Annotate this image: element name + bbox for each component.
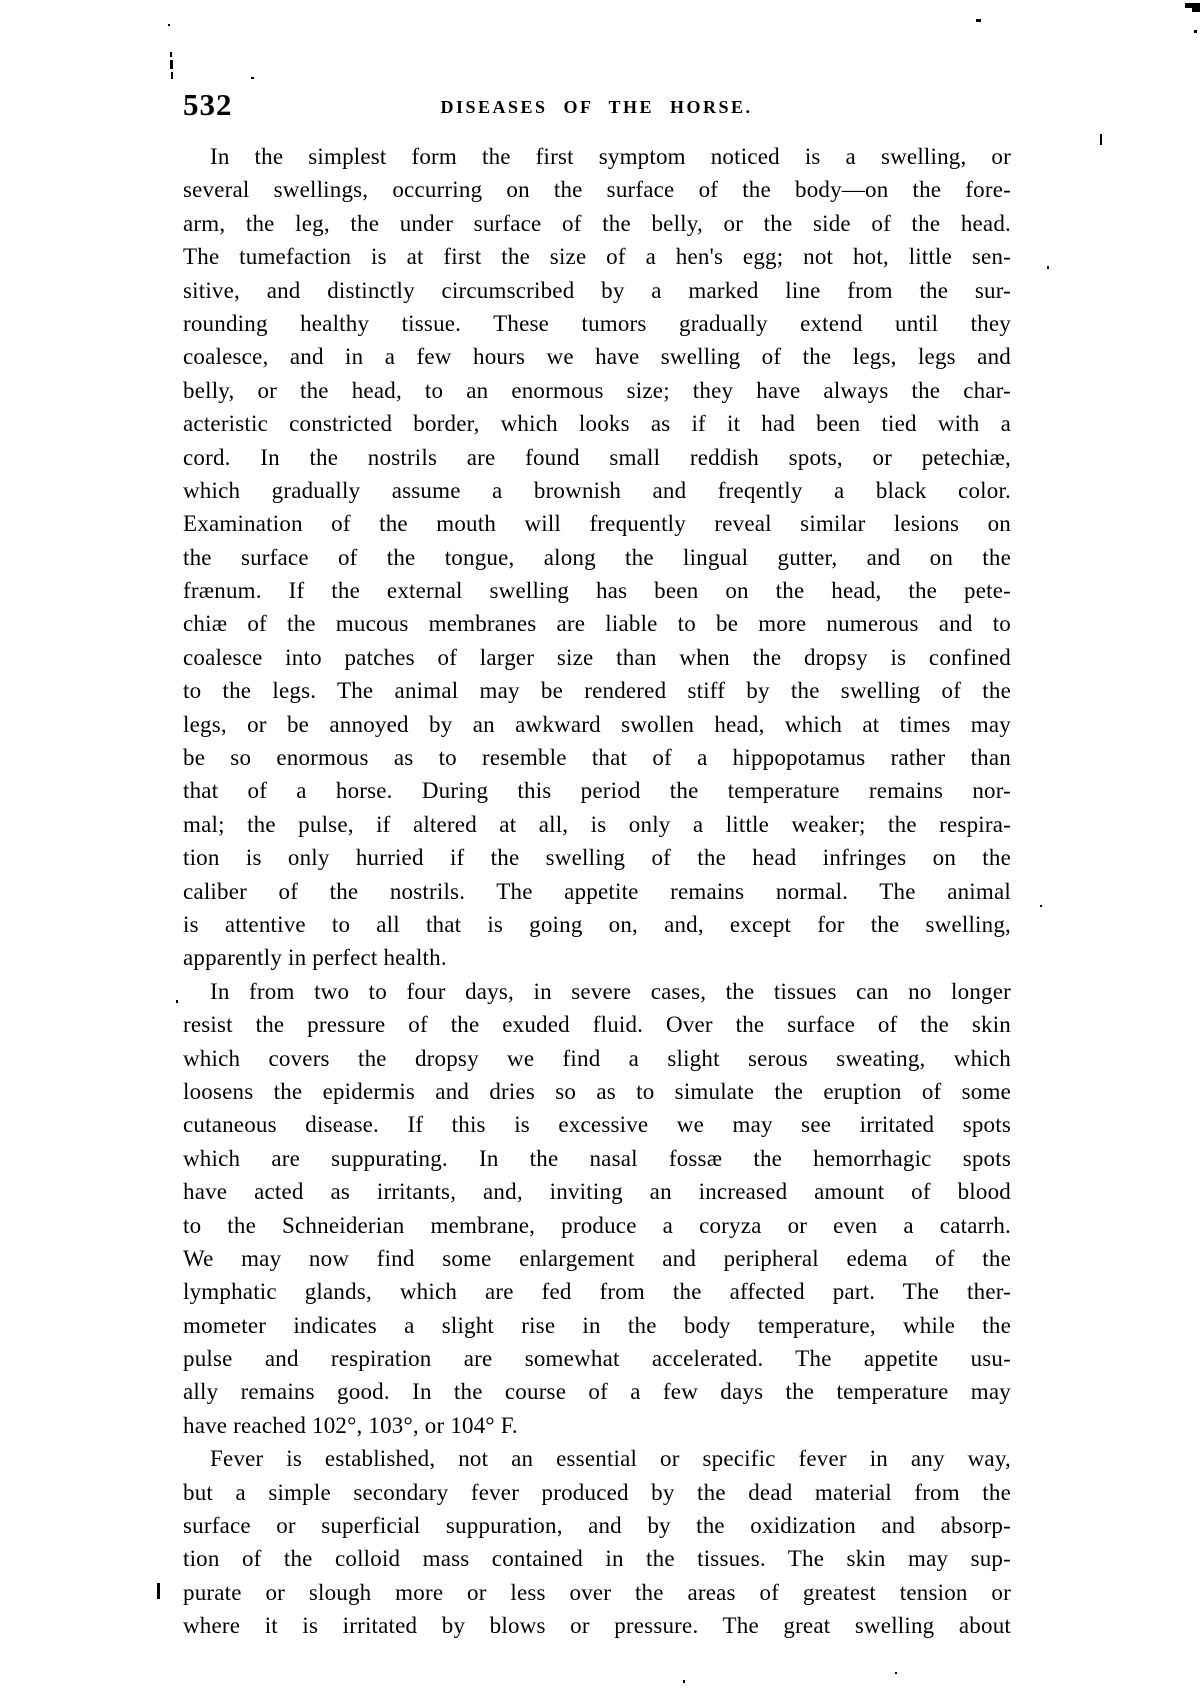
scan-artifact [1047, 266, 1049, 269]
text-line: caliber of the nostrils. The appetite remains normal. The animal [183, 878, 1011, 904]
scan-artifact [1194, 30, 1197, 33]
scan-artifact [171, 72, 173, 79]
text-line: which gradually assume a brownish and freqently a black color. [183, 477, 1011, 503]
scan-artifact [168, 24, 170, 26]
scan-artifact [251, 77, 254, 79]
text-line: the surface of the tongue, along the lingual gutter, and on the [183, 544, 1011, 570]
scan-artifact [1040, 905, 1042, 907]
text-line: tion is only hurried if the swelling of the head infringes on the [183, 845, 1011, 871]
text-line: resist the pressure of the exuded fluid. Over the surface of the skin [183, 1012, 1011, 1038]
text-line: to the legs. The animal may be rendered stiff by the swelling of the [183, 678, 1011, 704]
text-line: that of a horse. During this period the temperature remains nor- [183, 778, 1011, 804]
text-line: In the simplest form the first symptom noticed is a swelling, or [210, 144, 1011, 169]
text-line: Fever is established, not an essential or specific fever in any way, [210, 1446, 1011, 1472]
text-line: purate or slough more or less over the areas of greatest tension or [183, 1579, 1011, 1605]
text-line: be so enormous as to resemble that of a hippopotamus rather than [183, 745, 1011, 771]
text-line: but a simple secondary fever produced by the dead material from the [183, 1479, 1011, 1505]
text-line: ally remains good. In the course of a few days the temperature may [183, 1379, 1011, 1405]
text-line: several swellings, occurring on the surface of the body—on the fore- [183, 177, 1011, 203]
text-line: arm, the leg, the under surface of the belly, or the side of the head. [183, 210, 1011, 236]
text-line: to the Schneiderian membrane, produce a coryza or even a catarrh. [183, 1212, 1011, 1238]
scan-artifact [1100, 134, 1102, 145]
scan-artifact [157, 1583, 160, 1599]
text-block [183, 140, 1011, 1643]
text-line: mal; the pulse, if altered at all, is only a little weaker; the respira- [183, 811, 1011, 837]
scan-artifact [976, 19, 981, 22]
scan-artifact [895, 1672, 897, 1674]
text-line: frænum. If the external swelling has been on the head, the pete- [183, 578, 1011, 604]
text-line: have reached 102°, 103°, or 104° F. [183, 1412, 518, 1438]
scan-artifact [1192, 8, 1200, 12]
text-line: belly, or the head, to an enormous size; they have always the char- [183, 377, 1011, 403]
paragraph [183, 975, 1011, 1442]
paragraph [183, 1442, 1011, 1642]
text-line: have acted as irritants, and, inviting an increased amount of blood [183, 1179, 1011, 1205]
text-line: mometer indicates a slight rise in the body temperature, while the [183, 1312, 1011, 1338]
text-line: surface or superficial suppuration, and by the oxidization and absorp- [183, 1513, 1011, 1539]
text-line: which covers the dropsy we find a slight serous sweating, which [183, 1045, 1011, 1071]
running-title: DISEASES OF THE HORSE. [440, 97, 753, 117]
paragraph [183, 140, 1011, 975]
scan-artifact [170, 60, 173, 69]
text-line: cutaneous disease. If this is excessive we may see irritated spots [183, 1112, 1011, 1138]
text-line: cord. In the nostrils are found small reddish spots, or petechiæ, [183, 444, 1011, 470]
text-line: coalesce into patches of larger size than when the dropsy is confined [183, 644, 1011, 670]
page-number: 532 [183, 87, 233, 122]
text-line: tion of the colloid mass contained in the tissues. The skin may sup- [183, 1546, 1011, 1572]
scan-artifact [170, 52, 172, 57]
text-line: which are suppurating. In the nasal fossæ the hemorrhagic spots [183, 1145, 1011, 1171]
text-line: is attentive to all that is going on, and, except for the swelling, [183, 911, 1011, 937]
text-line: coalesce, and in a few hours we have swelling of the legs, legs and [183, 344, 1011, 370]
text-line: chiæ of the mucous membranes are liable to be more numerous and to [183, 611, 1011, 637]
scan-artifact [683, 1680, 685, 1683]
text-line: Examination of the mouth will frequently reveal similar lesions on [183, 511, 1011, 537]
text-line: pulse and respiration are somewhat accelerated. The appetite usu- [183, 1346, 1011, 1372]
text-line: rounding healthy tissue. These tumors gradually extend until they [183, 310, 1011, 336]
text-line: apparently in perfect health. [183, 945, 447, 971]
text-line: sitive, and distinctly circumscribed by a marked line from the sur- [183, 277, 1011, 303]
text-line: lymphatic glands, which are fed from the affected part. The ther- [183, 1279, 1011, 1305]
text-line: loosens the epidermis and dries so as to simulate the eruption of some [183, 1078, 1011, 1104]
text-line: We may now find some enlargement and peripheral edema of the [183, 1245, 1011, 1271]
scan-artifact [176, 1000, 178, 1003]
text-line: acteristic constricted border, which looks as if it had been tied with a [183, 411, 1011, 437]
text-line: where it is irritated by blows or pressure. The great swelling about [183, 1613, 1011, 1639]
text-line: legs, or be annoyed by an awkward swollen head, which at times may [183, 711, 1011, 737]
text-line: The tumefaction is at first the size of a hen's egg; not hot, little sen- [183, 244, 1011, 270]
text-line: In from two to four days, in severe cases, the tissues can no longer [210, 978, 1011, 1004]
